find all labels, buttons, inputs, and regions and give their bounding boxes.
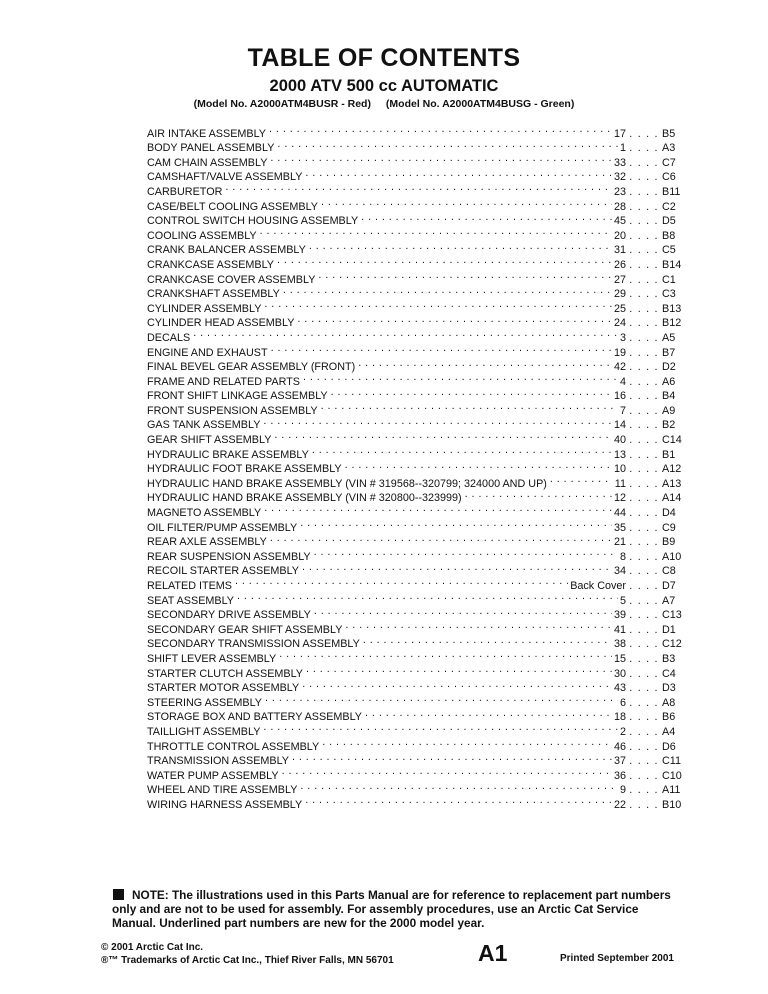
toc-dot-leader <box>300 370 618 385</box>
toc-entry-name: AIR INTAKE ASSEMBLY <box>147 127 267 140</box>
toc-dot-leader <box>289 750 612 765</box>
toc-separator: . . . . <box>629 682 659 695</box>
page-title: TABLE OF CONTENTS <box>247 44 521 72</box>
toc-entry-name: FINAL BEVEL GEAR ASSEMBLY (FRONT) <box>147 361 356 374</box>
toc-entry-name: MAGNETO ASSEMBLY <box>147 507 262 520</box>
note-square-icon <box>113 889 124 900</box>
toc-entry-code: B14 <box>662 258 682 271</box>
toc-separator: . . . . <box>629 434 659 447</box>
toc-entry-code: C10 <box>662 769 682 782</box>
toc-entry-page: 4 <box>619 375 626 388</box>
toc-entry-name: ENGINE AND EXHAUST <box>147 346 268 359</box>
toc-separator: . . . . <box>629 609 659 622</box>
toc-entry-page: 33 <box>613 156 626 169</box>
toc-entry-code: D3 <box>662 682 676 695</box>
toc-entry-code: C5 <box>662 244 676 257</box>
toc-entry <box>147 341 692 359</box>
toc-separator: . . . . <box>629 448 659 461</box>
toc-entry-page: 28 <box>613 200 626 213</box>
toc-separator: . . . . <box>629 463 659 476</box>
toc-entry-name: CRANKCASE ASSEMBLY <box>147 258 275 271</box>
toc-entry-code: B8 <box>662 229 676 242</box>
toc-dot-leader <box>268 341 612 356</box>
toc-entry-code: A13 <box>662 477 682 490</box>
toc-separator: . . . . <box>629 711 659 724</box>
toc-separator: . . . . <box>629 419 659 432</box>
toc-separator: . . . . <box>629 390 659 403</box>
toc-dot-leader <box>342 618 612 633</box>
toc-entry-name: FRONT SUSPENSION ASSEMBLY <box>147 404 318 417</box>
toc-dot-leader <box>276 647 612 662</box>
toc-entry-page: 20 <box>613 229 626 242</box>
toc-entry-name: HYDRAULIC HAND BRAKE ASSEMBLY (VIN # 320800--323999) <box>147 492 462 505</box>
toc-entry-page: 2 <box>619 725 626 738</box>
toc-entry-code: C9 <box>662 521 676 534</box>
page-subtitle: 2000 ATV 500 cc AUTOMATIC <box>269 77 499 95</box>
toc-entry-page: 26 <box>613 258 626 271</box>
toc-separator: . . . . <box>629 288 659 301</box>
toc-separator: . . . . <box>629 638 659 651</box>
toc-entry-page: 40 <box>613 434 626 447</box>
toc-dot-leader <box>232 574 568 589</box>
toc-dot-leader <box>318 195 612 210</box>
toc-entry-page: 27 <box>613 273 626 286</box>
toc-dot-leader <box>328 385 612 400</box>
toc-entry-code: C14 <box>662 434 682 447</box>
toc-dot-leader <box>360 633 612 648</box>
toc-separator: . . . . <box>629 667 659 680</box>
toc-dot-leader <box>260 720 618 735</box>
toc-separator: . . . . <box>629 185 659 198</box>
toc-dot-leader <box>271 428 612 443</box>
toc-entry-name: HYDRAULIC HAND BRAKE ASSEMBLY (VIN # 319568--320799; 324000 AND UP) <box>147 477 547 490</box>
toc-separator: . . . . <box>629 127 659 140</box>
toc-entry-page: 12 <box>613 492 626 505</box>
toc-entry-name: RELATED ITEMS <box>147 580 232 592</box>
toc-separator: . . . . <box>629 725 659 738</box>
toc-separator: . . . . <box>629 550 659 563</box>
model-numbers <box>0 98 768 110</box>
toc-dot-leader <box>306 239 612 254</box>
toc-entry-page: 10 <box>613 463 626 476</box>
toc-entry <box>147 195 692 213</box>
toc-separator: . . . . <box>629 521 659 534</box>
toc-entry-page: 39 <box>613 609 626 622</box>
toc-entry-name: SHIFT LEVER ASSEMBLY <box>147 652 277 665</box>
toc-entry-name: CRANKCASE COVER ASSEMBLY <box>147 273 316 286</box>
toc-entry-name: REAR AXLE ASSEMBLY <box>147 536 267 549</box>
toc-dot-leader <box>355 356 612 371</box>
toc-separator: . . . . <box>629 375 659 388</box>
toc-entry-page: 5 <box>619 594 626 607</box>
toc-separator: . . . . <box>629 404 659 417</box>
toc-entry-code: B4 <box>662 390 676 403</box>
toc-entry-page: 42 <box>613 361 626 374</box>
toc-dot-leader <box>280 283 612 298</box>
toc-entry-name: CONTROL SWITCH HOUSING ASSEMBLY <box>147 215 359 228</box>
toc-entry-name: GAS TANK ASSEMBLY <box>147 419 261 432</box>
toc-entry-code: A10 <box>662 550 682 563</box>
toc-entry-page: 43 <box>613 682 626 695</box>
toc-entry-name: SECONDARY TRANSMISSION ASSEMBLY <box>147 638 360 651</box>
toc-entry-code: A8 <box>662 696 676 709</box>
toc-entry-page: 35 <box>613 521 626 534</box>
note-text: NOTE: The illustrations used in this Parts Manual are for reference to replacement part numbers only and are not to be used for assembly. For assembly procedures, use an Arctic Cat Service Manual. Underlined part numbers are new for the 2000 model year. <box>112 888 671 930</box>
toc-dot-leader <box>309 443 612 458</box>
toc-entry-name: CRANK BALANCER ASSEMBLY <box>147 244 306 257</box>
toc-entry-code: B13 <box>662 302 682 315</box>
toc-entry-page: 36 <box>613 769 626 782</box>
toc-entry-code: C13 <box>662 609 682 622</box>
toc-separator: . . . . <box>629 229 659 242</box>
toc-entry-name: RECOIL STARTER ASSEMBLY <box>147 565 299 578</box>
toc-separator: . . . . <box>629 215 659 228</box>
toc-entry-code: B12 <box>662 317 682 330</box>
toc-separator: . . . . <box>629 565 659 578</box>
toc-entry-code: C7 <box>662 156 676 169</box>
toc-entry-page: 44 <box>613 507 626 520</box>
toc-entry-code: A6 <box>662 375 676 388</box>
toc-entry-code: B10 <box>662 798 682 811</box>
toc-entry-name: GEAR SHIFT ASSEMBLY <box>147 434 272 447</box>
toc-entry-code: A7 <box>662 594 676 607</box>
toc-dot-leader <box>311 604 612 619</box>
toc-entry-name: FRONT SHIFT LINKAGE ASSEMBLY <box>147 390 328 403</box>
toc-dot-leader <box>222 180 612 195</box>
toc-entry-page: 46 <box>613 740 626 753</box>
toc-separator: . . . . <box>629 361 659 374</box>
toc-separator: . . . . <box>629 317 659 330</box>
toc-separator: . . . . <box>629 171 659 184</box>
toc-separator: . . . . <box>629 477 659 490</box>
toc-entry-name: DECALS <box>147 331 191 344</box>
toc-entry-name: COOLING ASSEMBLY <box>147 229 257 242</box>
toc-entry-code: C6 <box>662 171 676 184</box>
toc-entry-page: 17 <box>613 127 626 140</box>
toc-separator: . . . . <box>629 244 659 257</box>
toc-dot-leader <box>262 691 618 706</box>
footer-page-number: A1 <box>478 940 508 966</box>
toc-dot-leader <box>311 545 618 560</box>
toc-separator: . . . . <box>629 784 659 797</box>
toc-entry-page: 41 <box>613 623 626 636</box>
toc-entry-code: B9 <box>662 536 676 549</box>
toc-entry-name: WHEEL AND TIRE ASSEMBLY <box>147 784 298 797</box>
toc-entry-page: 6 <box>619 696 626 709</box>
toc-entry-name: SECONDARY GEAR SHIFT ASSEMBLY <box>147 623 343 636</box>
toc-separator: . . . . <box>629 302 659 315</box>
toc-entry-page: 21 <box>613 536 626 549</box>
toc-entry-code: D7 <box>662 580 676 592</box>
toc-entry-page: 32 <box>613 171 626 184</box>
toc-separator: . . . . <box>629 492 659 505</box>
toc-entry-code: C11 <box>662 755 682 768</box>
toc-dot-leader <box>362 706 612 721</box>
toc-entry-name: FRAME AND RELATED PARTS <box>147 375 300 388</box>
toc-entry-page: 31 <box>613 244 626 257</box>
toc-entry-name: STEERING ASSEMBLY <box>147 696 263 709</box>
toc-dot-leader <box>266 122 612 137</box>
toc-entry-code: D6 <box>662 740 676 753</box>
toc-entry-page: 9 <box>619 784 626 797</box>
toc-entry-code: C3 <box>662 288 676 301</box>
toc-entry-name: REAR SUSPENSION ASSEMBLY <box>147 550 311 563</box>
toc-entry-code: B11 <box>662 185 681 198</box>
toc-dot-leader <box>318 399 618 414</box>
toc-entry-code: A9 <box>662 404 676 417</box>
toc-entry-name: CYLINDER HEAD ASSEMBLY <box>147 317 295 330</box>
toc-entry-page: 18 <box>613 711 626 724</box>
toc-entry-name: SEAT ASSEMBLY <box>147 594 235 607</box>
toc-entry-page: 45 <box>613 215 626 228</box>
toc-separator: . . . . <box>629 652 659 665</box>
toc-separator: . . . . <box>629 696 659 709</box>
toc-entry-code: A5 <box>662 331 676 344</box>
toc-entry-code: A3 <box>662 142 676 155</box>
toc-entry-name: STARTER CLUTCH ASSEMBLY <box>147 667 303 680</box>
toc-entry-name: CAM CHAIN ASSEMBLY <box>147 156 268 169</box>
toc-dot-leader <box>297 779 618 794</box>
toc-dot-leader <box>547 472 613 487</box>
toc-entry-name: CYLINDER ASSEMBLY <box>147 302 262 315</box>
toc-separator: . . . . <box>629 623 659 636</box>
toc-entry-name: SECONDARY DRIVE ASSEMBLY <box>147 609 311 622</box>
toc-dot-leader <box>274 253 612 268</box>
toc-entry-name: CARBURETOR <box>147 185 223 198</box>
footer-copyright: © 2001 Arctic Cat Inc. <box>101 942 204 953</box>
toc-dot-leader <box>297 516 612 531</box>
toc-entry-page: 24 <box>613 317 626 330</box>
footer-trademarks: ®™ Trademarks of Arctic Cat Inc., Thief River Falls, MN 56701 <box>101 955 394 966</box>
toc-entry-page: 15 <box>613 652 626 665</box>
toc-dot-leader <box>234 589 618 604</box>
toc-entry-code: B3 <box>662 652 676 665</box>
toc-dot-leader <box>260 414 612 429</box>
toc-entry-page: Back Cover <box>570 580 626 592</box>
toc-entry-code: A12 <box>662 463 682 476</box>
toc-entry-name: CRANKSHAFT ASSEMBLY <box>147 288 280 301</box>
toc-entry-page: 16 <box>613 390 626 403</box>
toc-dot-leader <box>267 151 612 166</box>
toc-dot-leader <box>302 793 612 808</box>
model-red: (Model No. A2000ATM4BUSR - Red) <box>193 98 371 110</box>
toc-entry-page: 11 <box>614 477 626 490</box>
toc-entry-code: C1 <box>662 273 676 286</box>
toc-entry <box>147 326 692 344</box>
toc-dot-leader <box>303 662 612 677</box>
toc-entry-page: 25 <box>613 302 626 315</box>
toc-dot-leader <box>299 677 612 692</box>
toc-entry-code: C8 <box>662 565 676 578</box>
toc-dot-leader <box>299 560 612 575</box>
toc-entry-page: 29 <box>613 288 626 301</box>
toc-entry-page: 3 <box>619 331 626 344</box>
toc-entry-page: 19 <box>613 346 626 359</box>
toc-dot-leader <box>302 166 612 181</box>
toc-separator: . . . . <box>629 200 659 213</box>
toc-entry-code: D2 <box>662 361 676 374</box>
toc-entry-code: B1 <box>662 448 676 461</box>
toc-entry-page: 14 <box>613 419 626 432</box>
model-green: (Model No. A2000ATM4BUSG - Green) <box>385 98 575 110</box>
toc-entry-page: 7 <box>619 404 626 417</box>
toc-separator: . . . . <box>629 142 659 155</box>
toc-entry-page: 37 <box>613 755 626 768</box>
toc-entry-code: B2 <box>662 419 676 432</box>
toc-entry-name: BODY PANEL ASSEMBLY <box>147 142 275 155</box>
toc-dot-leader <box>267 531 612 546</box>
toc-dot-leader <box>261 297 612 312</box>
toc-entry-page: 22 <box>613 798 626 811</box>
toc-dot-leader <box>190 326 618 341</box>
toc-entry-page: 34 <box>613 565 626 578</box>
toc-entry-page: 38 <box>613 638 626 651</box>
toc-entry-code: D5 <box>662 215 676 228</box>
toc-entry <box>147 122 692 140</box>
toc-dot-leader <box>342 458 612 473</box>
toc-dot-leader <box>315 268 612 283</box>
toc-entry <box>147 180 692 198</box>
toc-dot-leader <box>274 137 618 152</box>
toc-entry-name: WATER PUMP ASSEMBLY <box>147 769 279 782</box>
toc-separator: . . . . <box>629 507 659 520</box>
toc-dot-leader <box>257 224 612 239</box>
toc-entry-code: B7 <box>662 346 676 359</box>
toc-entry-code: A4 <box>662 725 676 738</box>
footer-printed-date: Printed September 2001 <box>560 953 674 964</box>
toc-separator: . . . . <box>629 740 659 753</box>
footer-left <box>101 941 394 967</box>
toc-separator: . . . . <box>629 273 659 286</box>
toc-separator: . . . . <box>629 331 659 344</box>
toc-entry-code: B5 <box>662 127 676 140</box>
toc-entry-page: 13 <box>613 448 626 461</box>
toc-entry-name: THROTTLE CONTROL ASSEMBLY <box>147 740 320 753</box>
note-paragraph <box>112 888 672 930</box>
toc-entry-name: TRANSMISSION ASSEMBLY <box>147 755 289 768</box>
toc-entry-code: C2 <box>662 200 676 213</box>
toc-entry-name: OIL FILTER/PUMP ASSEMBLY <box>147 521 298 534</box>
toc-separator: . . . . <box>629 769 659 782</box>
toc-entry-name: TAILLIGHT ASSEMBLY <box>147 725 261 738</box>
toc-entry-name: CAMSHAFT/VALVE ASSEMBLY <box>147 171 303 184</box>
toc-separator: . . . . <box>629 258 659 271</box>
toc-separator: . . . . <box>629 580 659 592</box>
toc-separator: . . . . <box>629 346 659 359</box>
toc-entry-name: STARTER MOTOR ASSEMBLY <box>147 682 300 695</box>
toc-entry-name: WIRING HARNESS ASSEMBLY <box>147 798 303 811</box>
table-of-contents <box>147 122 692 811</box>
toc-entry-page: 23 <box>613 185 626 198</box>
toc-entry-code: A11 <box>662 784 681 797</box>
toc-entry-name: STORAGE BOX AND BATTERY ASSEMBLY <box>147 711 363 724</box>
toc-entry-page: 1 <box>619 142 626 155</box>
toc-separator: . . . . <box>629 755 659 768</box>
toc-entry-name: HYDRAULIC FOOT BRAKE ASSEMBLY <box>147 463 342 476</box>
toc-separator: . . . . <box>629 798 659 811</box>
toc-separator: . . . . <box>629 156 659 169</box>
toc-entry-name: HYDRAULIC BRAKE ASSEMBLY <box>147 448 309 461</box>
toc-entry-code: D1 <box>662 623 676 636</box>
toc-entry-code: C12 <box>662 638 682 651</box>
toc-dot-leader <box>294 312 612 327</box>
toc-dot-leader <box>319 735 612 750</box>
toc-dot-leader <box>261 501 612 516</box>
toc-entry-code: C4 <box>662 667 676 680</box>
toc-entry-name: CASE/BELT COOLING ASSEMBLY <box>147 200 319 213</box>
toc-entry-page: 30 <box>613 667 626 680</box>
toc-entry-code: D4 <box>662 507 676 520</box>
toc-dot-leader <box>279 764 612 779</box>
toc-separator: . . . . <box>629 594 659 607</box>
toc-entry-code: A14 <box>662 492 682 505</box>
toc-separator: . . . . <box>629 536 659 549</box>
toc-entry-code: B6 <box>662 711 676 724</box>
toc-dot-leader <box>462 487 612 502</box>
toc-entry-page: 8 <box>619 550 626 563</box>
toc-dot-leader <box>358 210 612 225</box>
